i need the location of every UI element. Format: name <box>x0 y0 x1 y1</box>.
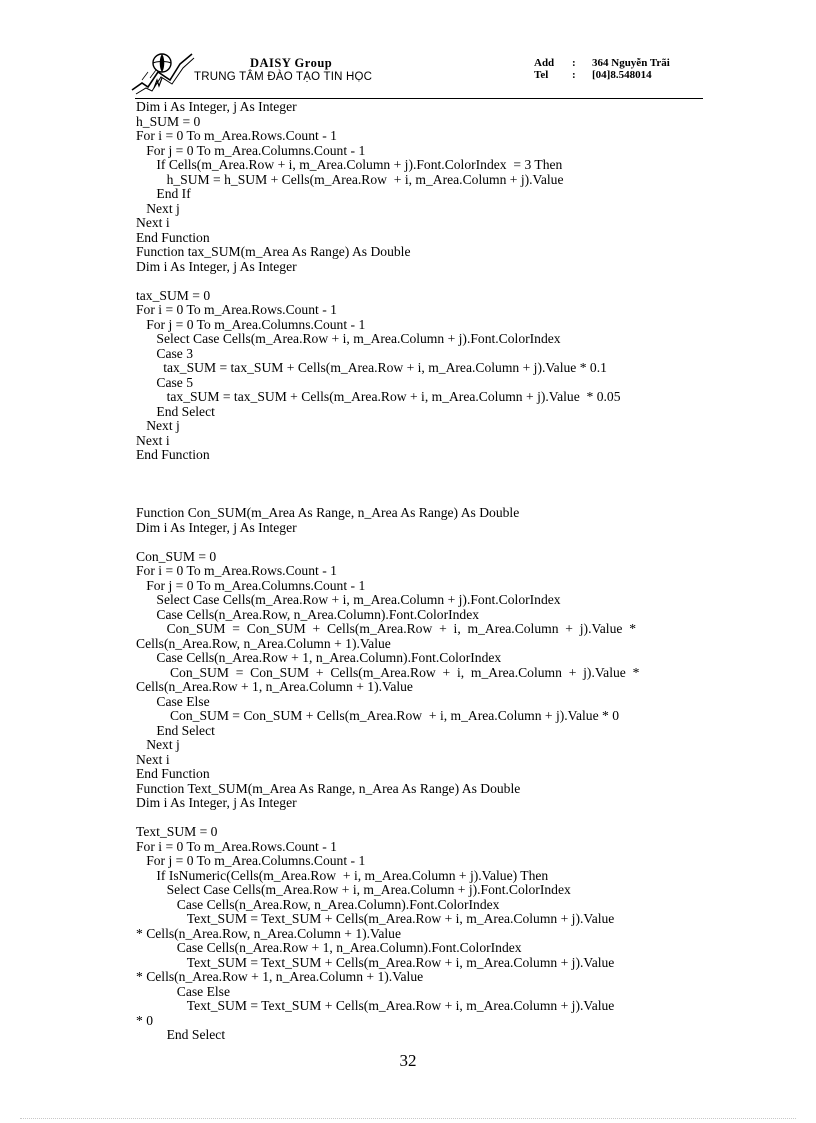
code-line: Con_SUM = Con_SUM + Cells(m_Area.Row + i, m_Area.Column + j).Value * <box>136 664 640 680</box>
code-line: Text_SUM = 0 <box>136 824 218 839</box>
code-line: Case Cells(n_Area.Row + 1, n_Area.Column).Font.ColorIndex <box>136 940 522 955</box>
code-line: End If <box>136 186 191 201</box>
code-line: For j = 0 To m_Area.Columns.Count - 1 <box>136 142 366 158</box>
code-line: Next j <box>136 737 180 752</box>
code-line: End Function <box>136 766 210 781</box>
code-line: Text_SUM = Text_SUM + Cells(m_Area.Row + i, m_Area.Column + j).Value <box>136 954 615 970</box>
address-label: Add <box>534 57 555 69</box>
code-line: Next i <box>136 215 170 230</box>
code-line: Next j <box>136 200 180 216</box>
address-separator: : <box>572 57 576 69</box>
code-line <box>136 477 746 492</box>
code-line: Next i <box>136 751 170 767</box>
contact-block <box>534 57 670 81</box>
code-line: Function tax_SUM(m_Area As Range) As Double <box>136 244 411 259</box>
page-bottom-divider <box>20 1118 796 1119</box>
code-line: Function Text_SUM(m_Area As Range, n_Area As Range) As Double <box>136 780 521 796</box>
code-line: Dim i As Integer, j As Integer <box>136 258 297 274</box>
code-line: Con_SUM = Con_SUM + Cells(m_Area.Row + i, m_Area.Column + j).Value * <box>136 621 637 636</box>
code-line: Cells(n_Area.Row, n_Area.Column + 1).Value <box>136 635 391 651</box>
page-number: 32 <box>399 1051 417 1070</box>
code-line: For j = 0 To m_Area.Columns.Count - 1 <box>136 853 366 868</box>
code-line: tax_SUM = tax_SUM + Cells(m_Area.Row + i, m_Area.Column + j).Value * 0.05 <box>136 389 621 404</box>
code-line: End Select <box>136 722 215 738</box>
tel-label: Tel <box>534 69 549 81</box>
code-line: For i = 0 To m_Area.Rows.Count - 1 <box>136 563 337 578</box>
code-line: For i = 0 To m_Area.Rows.Count - 1 <box>136 128 337 143</box>
code-line: Case Else <box>136 693 210 709</box>
code-line <box>136 274 746 289</box>
daisy-logo-icon <box>130 50 196 96</box>
code-line: For j = 0 To m_Area.Columns.Count - 1 <box>136 316 366 332</box>
code-line: Con_SUM = Con_SUM + Cells(m_Area.Row + i, m_Area.Column + j).Value * 0 <box>136 708 620 723</box>
code-line: * Cells(n_Area.Row, n_Area.Column + 1).Value <box>136 925 402 941</box>
code-line: End Select <box>136 1027 226 1042</box>
code-line <box>136 492 746 507</box>
code-line: Dim i As Integer, j As Integer <box>136 99 297 114</box>
code-line: Select Case Cells(m_Area.Row + i, m_Area.Column + j).Font.ColorIndex <box>136 331 561 346</box>
code-line: If IsNumeric(Cells(m_Area.Row + i, m_Area.Column + j).Value) Then <box>136 867 549 883</box>
training-center-name: TRUNG TÂM ĐÀO TẠO TIN HỌC <box>194 71 373 83</box>
code-line: * 0 <box>136 1012 153 1028</box>
code-line: h_SUM = h_SUM + Cells(m_Area.Row + i, m_Area.Column + j).Value <box>136 171 564 187</box>
code-line <box>136 535 746 550</box>
code-line: tax_SUM = tax_SUM + Cells(m_Area.Row + i, m_Area.Column + j).Value * 0.1 <box>136 360 607 375</box>
code-line: tax_SUM = 0 <box>136 287 211 303</box>
organization-name: DAISY Group <box>250 56 333 70</box>
code-line: Cells(n_Area.Row + 1, n_Area.Column + 1).Value <box>136 679 413 694</box>
code-line: If Cells(m_Area.Row + i, m_Area.Column + j).Font.ColorIndex = 3 Then <box>136 157 563 172</box>
code-line: For i = 0 To m_Area.Rows.Count - 1 <box>136 302 337 317</box>
address-row <box>534 57 670 69</box>
code-line: Select Case Cells(m_Area.Row + i, m_Area.Column + j).Font.ColorIndex <box>136 592 561 607</box>
code-line: Dim i As Integer, j As Integer <box>136 519 297 535</box>
code-line <box>136 811 746 826</box>
code-line: h_SUM = 0 <box>136 113 201 129</box>
code-line: Next j <box>136 418 180 433</box>
code-line: Text_SUM = Text_SUM + Cells(m_Area.Row + i, m_Area.Column + j).Value <box>136 998 615 1013</box>
code-listing <box>136 100 746 1043</box>
code-line: * Cells(n_Area.Row + 1, n_Area.Column + 1).Value <box>136 969 424 984</box>
code-line: Dim i As Integer, j As Integer <box>136 795 297 810</box>
code-line: Text_SUM = Text_SUM + Cells(m_Area.Row + i, m_Area.Column + j).Value <box>136 911 615 926</box>
code-line: Case 3 <box>136 345 194 361</box>
code-line: Case Cells(n_Area.Row, n_Area.Column).Font.ColorIndex <box>136 896 500 912</box>
address-value: 364 Nguyễn Trãi <box>592 57 670 69</box>
code-line <box>136 463 746 478</box>
code-line: Case Cells(n_Area.Row + 1, n_Area.Column).Font.ColorIndex <box>136 650 502 665</box>
code-line: Function Con_SUM(m_Area As Range, n_Area As Range) As Double <box>136 505 520 520</box>
tel-value: [04]8.548014 <box>592 69 652 81</box>
code-line: Con_SUM = 0 <box>136 548 217 564</box>
code-line: For i = 0 To m_Area.Rows.Count - 1 <box>136 838 337 854</box>
page-header <box>130 50 705 98</box>
code-line: Case Cells(n_Area.Row, n_Area.Column).Font.ColorIndex <box>136 606 480 622</box>
tel-row <box>534 69 670 81</box>
code-line: Case Else <box>136 983 231 999</box>
code-line: Case 5 <box>136 374 194 390</box>
code-line: End Select <box>136 403 215 419</box>
code-line: Next i <box>136 432 170 448</box>
code-line: Select Case Cells(m_Area.Row + i, m_Area.Column + j).Font.ColorIndex <box>136 882 571 897</box>
code-line: End Function <box>136 447 210 462</box>
code-line: For j = 0 To m_Area.Columns.Count - 1 <box>136 577 366 593</box>
tel-separator: : <box>572 69 576 81</box>
code-line: End Function <box>136 229 210 245</box>
